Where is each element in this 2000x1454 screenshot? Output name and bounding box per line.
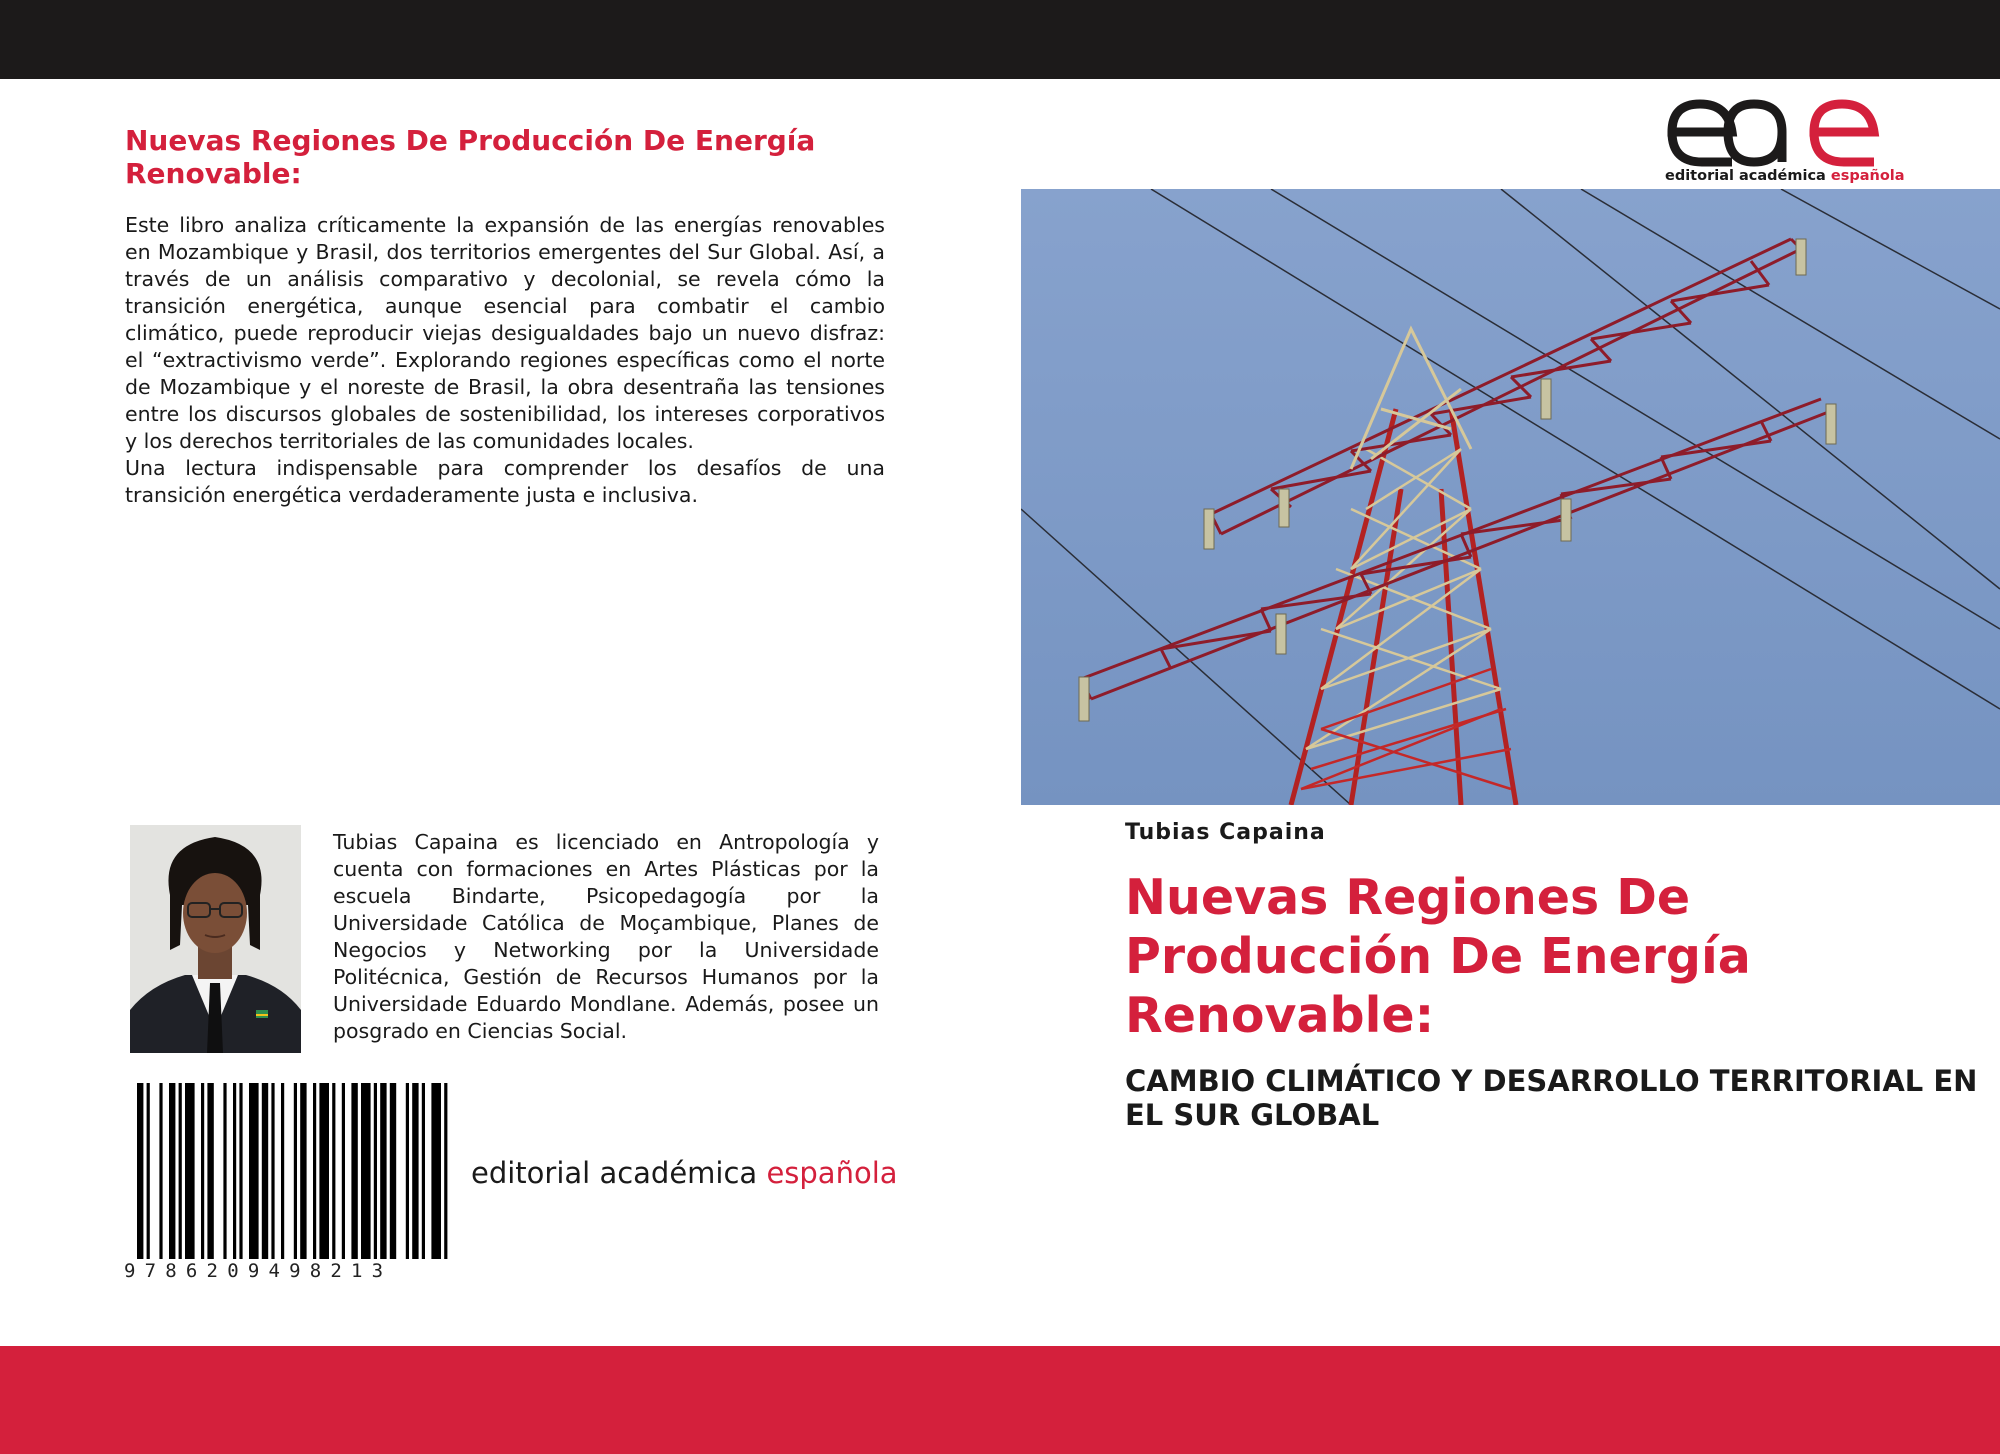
logo-text-accent: española — [1830, 168, 1905, 184]
author-name: Tubias Capaina — [1125, 820, 1326, 845]
blurb-paragraph: Una lectura indispensable para comprender los desafíos de una transición energética verdaderamente justa e inclusiva. — [125, 456, 885, 507]
back-cover-title: Nuevas Regiones De Producción De Energía Renovable: — [125, 124, 816, 190]
author-photo — [130, 825, 301, 1053]
isbn-barcode — [135, 1083, 455, 1283]
publisher-name-accent: española — [766, 1156, 898, 1190]
isbn-number: 9786209498213 — [124, 1260, 393, 1282]
cover-photo-transmission-tower — [1021, 189, 2000, 805]
top-band — [0, 0, 2000, 79]
author-bio: Tubias Capaina es licenciado en Antropología y cuenta con formaciones en Artes Plásticas por la escuela Bindarte, Psicopedagogía por la Universidade Católica de Moçambique, Planes de Negocios y Networking por la Universidade Politécnica, Gestión de Recursos Humanos por la Universidade Eduardo Mondlane. Además, posee un posgrado en Ciencias Social. — [333, 830, 879, 1043]
publisher-name-back — [471, 1156, 898, 1190]
back-cover-blurb — [125, 212, 885, 509]
front-cover-subtitle: CAMBIO CLIMÁTICO Y DESARROLLO TERRITORIAL EN EL SUR GLOBAL — [1125, 1064, 1978, 1132]
logo-text-main: editorial académica — [1665, 168, 1831, 184]
blurb-paragraph: Este libro analiza críticamente la expansión de las energías renovables en Mozambique y Brasil, dos territorios emergentes del Sur Global. Así, a través de un análisis comparativo y decolonial, se revela cómo la transición energética, aunque esencial para combatir el cambio climático, puede reproducir viejas desigualdades bajo un nuevo disfraz: el “extractivismo verde”. Explorando regiones específicas como el norte de Mozambique y el noreste de Brasil, la obra desentraña las tensiones entre los discursos globales de sostenibilidad, los intereses corporativos y los derechos territoriales de las comunidades locales. — [125, 213, 885, 453]
bottom-band — [0, 1346, 2000, 1454]
publisher-name: editorial académica — [471, 1156, 767, 1190]
front-cover-title: Nuevas Regiones De Producción De Energía Renovable: — [1125, 869, 1751, 1044]
logo-text — [1665, 168, 1905, 184]
